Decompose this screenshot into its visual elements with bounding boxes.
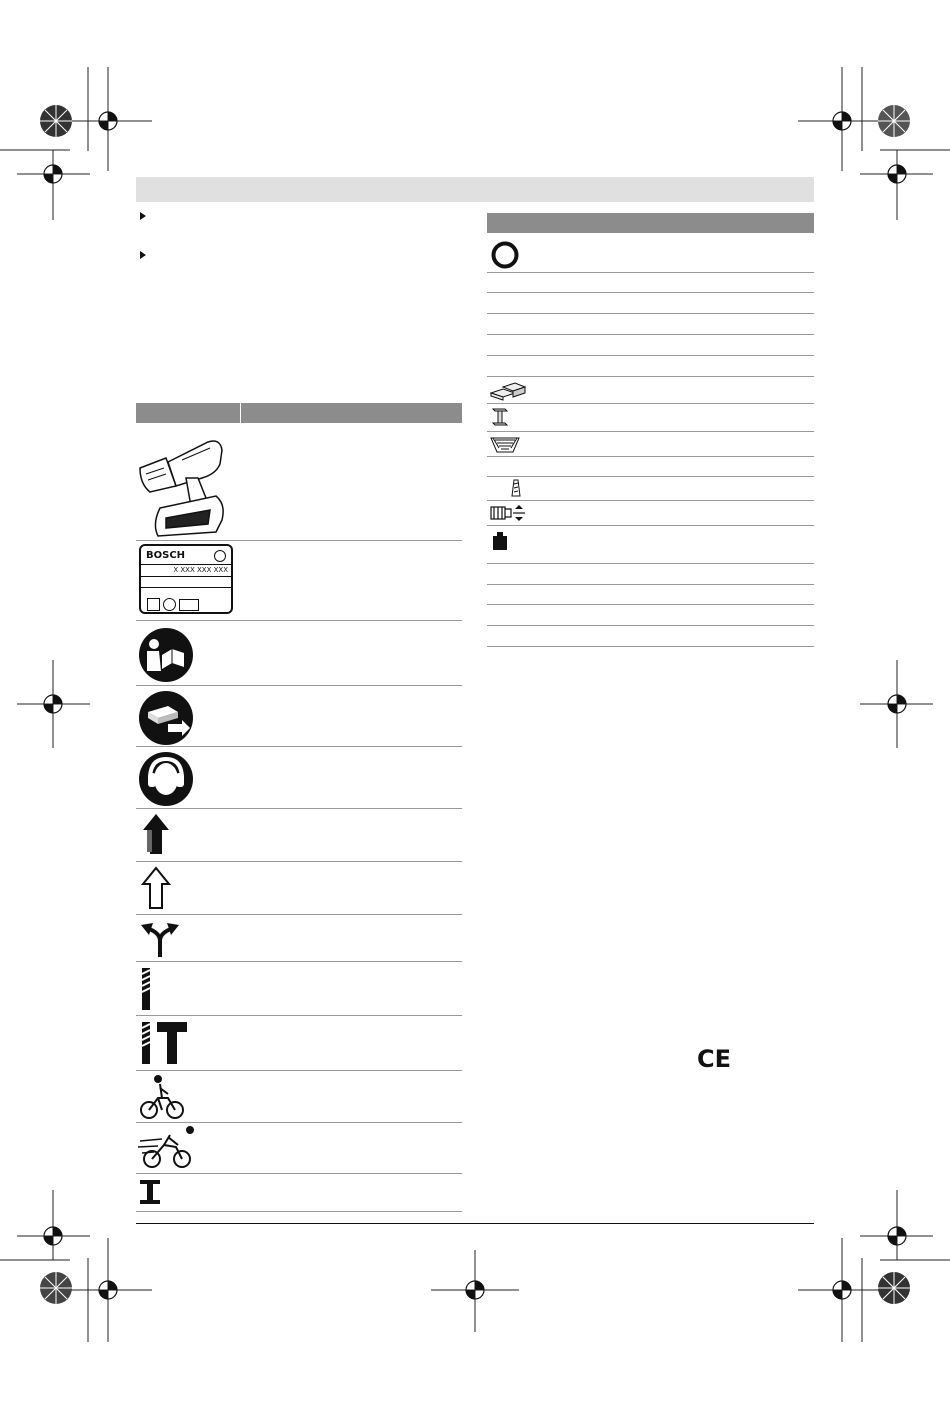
nameplate-icon [139, 544, 233, 614]
symbol-table-header [136, 403, 462, 423]
ce-mark: CE [697, 1045, 732, 1073]
table-row-divider [136, 685, 462, 686]
nameplate-brand: BOSCH [146, 550, 186, 561]
spec-row-divider [487, 292, 814, 293]
hammer-drill-mode-icon [139, 1020, 189, 1066]
table-row-divider [136, 540, 462, 541]
chuck-range-icon [489, 503, 527, 523]
nameplate-line [141, 587, 231, 588]
spec-row-divider [487, 563, 814, 564]
weight-icon [491, 530, 509, 552]
read-manual-icon [138, 627, 194, 683]
ear-protection-icon [138, 751, 194, 807]
spec-row-divider [487, 376, 814, 377]
bullet-marker [140, 251, 146, 259]
spec-row-divider [487, 403, 814, 404]
table-row-divider [136, 808, 462, 809]
spec-row-divider [487, 646, 814, 647]
spec-row-divider [487, 476, 814, 477]
rotation-direction-icon [139, 919, 181, 959]
spec-row-divider [487, 525, 814, 526]
table-row-divider [136, 620, 462, 621]
table-row-divider [136, 861, 462, 862]
table-row-divider [136, 1211, 462, 1212]
outline-arrow-icon [141, 866, 171, 910]
table-row-divider [136, 1122, 462, 1123]
spec-row-divider [487, 584, 814, 585]
page-header-bar [136, 177, 814, 202]
screw-icon [510, 478, 522, 498]
cyclist-fast-icon [138, 1125, 198, 1171]
spec-row-divider [487, 272, 814, 273]
wood-icon [489, 434, 521, 454]
depth-stop-icon [140, 1180, 160, 1204]
nameplate-rect [179, 599, 199, 611]
spec-row-divider [487, 334, 814, 335]
nameplate-number: X XXX XXX XXX [173, 566, 228, 574]
footer-rule [136, 1223, 814, 1224]
no-load-speed-icon [490, 240, 520, 270]
spec-row-divider [487, 355, 814, 356]
spec-row-divider [487, 456, 814, 457]
nameplate-square [147, 598, 160, 611]
cordless-drill-icon [136, 424, 228, 539]
cyclist-slow-icon [138, 1074, 186, 1120]
steel-icon [491, 407, 509, 427]
spec-row-divider [487, 625, 814, 626]
table-row-divider [136, 1173, 462, 1174]
table-row-divider [136, 914, 462, 915]
masonry-icon [489, 379, 527, 401]
table-row-divider [136, 1070, 462, 1071]
table-row-divider [136, 961, 462, 962]
nameplate-line [141, 564, 231, 565]
drill-mode-icon [139, 966, 153, 1012]
nameplate-circle [163, 598, 176, 611]
spec-row-divider [487, 500, 814, 501]
symbol-table-header-divider [240, 403, 241, 423]
globe-icon [214, 550, 226, 562]
nameplate-line [141, 576, 231, 577]
spec-row-divider [487, 313, 814, 314]
bullet-marker [140, 212, 146, 220]
spec-row-divider [487, 431, 814, 432]
technical-data-header [487, 213, 814, 233]
filled-arrow-icon [141, 812, 171, 856]
table-row-divider [136, 1015, 462, 1016]
battery-removal-icon [138, 690, 194, 746]
spec-row-divider [487, 604, 814, 605]
table-row-divider [136, 746, 462, 747]
